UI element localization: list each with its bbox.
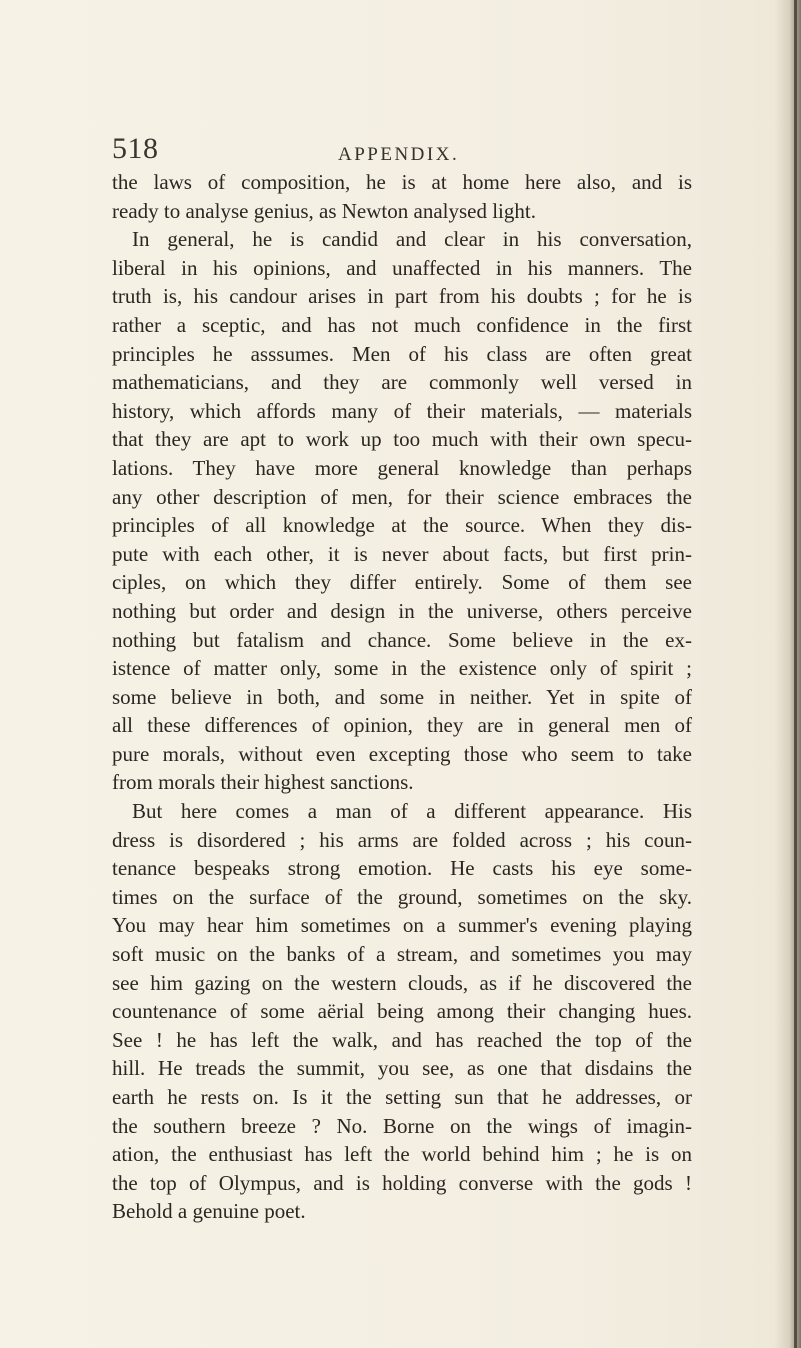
text-line: ready to analyse genius, as Newton analysed light.: [112, 198, 536, 223]
paragraph: [112, 225, 692, 797]
spine-shadow: [775, 0, 801, 1348]
text-line: nothing but fatalism and chance. Some believe in the ex-: [112, 627, 692, 652]
text-line: ation, the enthusiast has left the world behind him ; he is on: [112, 1142, 692, 1167]
text-line: rather a sceptic, and has not much confidence in the first: [112, 312, 692, 337]
text-line: principles of all knowledge at the source. When they dis-: [112, 513, 692, 538]
text-line: see him gazing on the western clouds, as if he discovered the: [112, 970, 692, 995]
body-text: [112, 168, 692, 1226]
text-line: liberal in his opinions, and unaffected in his manners. The: [112, 255, 692, 280]
text-line: times on the surface of the ground, sometimes on the sky.: [112, 884, 692, 909]
text-line: from morals their highest sanctions.: [112, 770, 414, 795]
text-line: that they are apt to work up too much with their own specu-: [112, 427, 692, 452]
text-line: pute with each other, it is never about facts, but first prin-: [112, 541, 692, 566]
text-line: See ! he has left the walk, and has reached the top of the: [112, 1027, 692, 1052]
text-line: dress is disordered ; his arms are folded across ; his coun-: [112, 827, 692, 852]
text-line: principles he asssumes. Men of his class are often great: [112, 341, 692, 366]
text-line: mathematicians, and they are commonly well versed in: [112, 370, 692, 395]
text-line: earth he rests on. Is it the setting sun that he addresses, or: [112, 1085, 692, 1109]
text-line: nothing but order and design in the universe, others perceive: [112, 598, 692, 623]
paragraph: [112, 168, 692, 225]
text-line: the laws of composition, he is at home here also, and is: [112, 170, 692, 194]
text-line: tenance bespeaks strong emotion. He casts his eye some-: [112, 856, 692, 881]
page-number: 518: [112, 132, 159, 165]
text-line: history, which affords many of their materials, — materials: [112, 398, 692, 423]
text-line: In general, he is candid and clear in his conversation,: [132, 227, 692, 252]
text-line: Behold a genuine poet.: [112, 1199, 306, 1224]
text-line: soft music on the banks of a stream, and sometimes you may: [112, 942, 692, 967]
text-line: the top of Olympus, and is holding converse with the gods !: [112, 1170, 692, 1195]
text-line: hill. He treads the summit, you see, as one that disdains the: [112, 1056, 692, 1081]
text-line: pure morals, without even excepting those who seem to take: [112, 741, 692, 766]
paragraph: [112, 797, 692, 1226]
page-header: [112, 132, 692, 172]
text-line: truth is, his candour arises in part from his doubts ; for he is: [112, 284, 692, 309]
text-line: You may hear him sometimes on a summer's evening playing: [112, 913, 692, 938]
text-line: the southern breeze ? No. Borne on the wings of imagin-: [112, 1113, 692, 1138]
text-line: some believe in both, and some in neither. Yet in spite of: [112, 684, 692, 709]
text-line: any other description of men, for their science embraces the: [112, 484, 692, 509]
spine-edge: [794, 0, 797, 1348]
running-head: APPENDIX.: [338, 144, 460, 165]
text-line: all these differences of opinion, they are in general men of: [112, 713, 692, 738]
text-line: But here comes a man of a different appearance. His: [132, 799, 692, 824]
text-line: lations. They have more general knowledge than perhaps: [112, 455, 692, 480]
text-line: countenance of some aërial being among their changing hues.: [112, 999, 692, 1024]
text-line: ciples, on which they differ entirely. Some of them see: [112, 570, 692, 595]
text-line: istence of matter only, some in the existence only of spirit ;: [112, 656, 692, 681]
